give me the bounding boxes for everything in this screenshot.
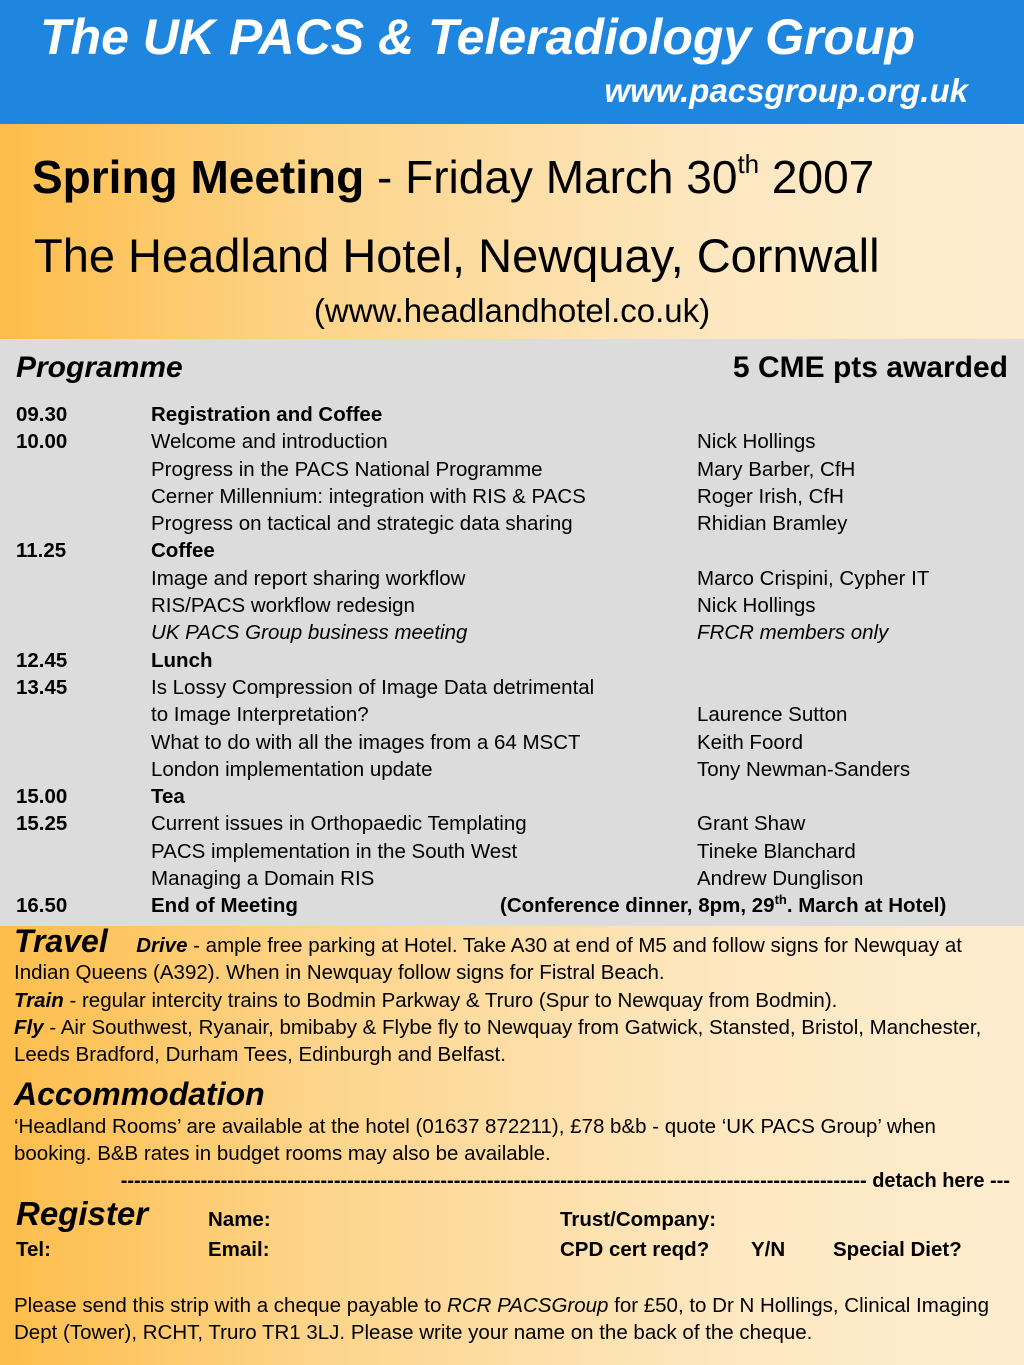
payment-text-start: Please send this strip with a cheque payable to [14,1294,448,1317]
row-topic: Image and report sharing workflow [151,566,466,590]
row-speaker: Roger Irish, CfH [697,484,844,508]
programme-row [0,838,1024,865]
cpd-yn-option[interactable]: Y/N [751,1238,786,1261]
programme-row [0,674,1024,701]
row-topic: Coffee [151,539,215,563]
train-label: Train [14,988,64,1012]
row-time: 16.50 [16,894,68,918]
row-topic: UK PACS Group business meeting [151,621,468,645]
diet-field[interactable]: Special Diet? [833,1238,962,1261]
row-time: 12.45 [16,648,68,672]
detach-line: ---------------------------------------------------------------------------------------------------------------- detach here --- [120,1170,1010,1192]
row-speaker: Tony Newman-Sanders [697,757,911,781]
meeting-title [32,150,874,204]
row-topic: Lunch [151,648,213,672]
programme-row [0,810,1024,837]
group-url[interactable]: www.pacsgroup.org.uk [604,72,968,109]
row-speaker: Grant Shaw [697,812,806,836]
programme-row [0,701,1024,728]
venue: The Headland Hotel, Newquay, Cornwall [34,229,880,282]
row-topic: Progress on tactical and strategic data sharing [151,512,573,536]
train-text: - regular intercity trains to Bodmin Parkway & Truro (Spur to Newquay from Bodmin). [63,988,838,1012]
payment-payee: RCR PACSGroup [447,1294,609,1317]
accommodation-heading: Accommodation [14,1076,265,1112]
programme-section [0,339,1024,926]
programme-row [0,592,1024,619]
row-topic: PACS implementation in the South West [151,839,518,863]
trust-field[interactable]: Trust/Company: [560,1208,717,1231]
row-time: 15.00 [16,785,68,809]
programme-row [0,428,1024,455]
row-speaker: Tineke Blanchard [697,839,856,863]
programme-row [0,619,1024,646]
row-topic: RIS/PACS workflow redesign [151,594,415,618]
payment-instructions [14,1292,1014,1347]
payment-text-end: for £50, to Dr N Hollings, Clinical Imaging Dept (Tower), RCHT, Truro TR1 3LJ. Please write your name on the back of the cheque. [14,1294,989,1345]
row-topic: End of Meeting [151,894,298,918]
row-speaker: Keith Foord [697,730,803,754]
row-speaker: Nick Hollings [697,430,816,454]
programme-row-end [0,892,1024,919]
programme-row [0,510,1024,537]
row-speaker: FRCR members only [697,621,889,645]
programme-row [0,865,1024,892]
row-topic: to Image Interpretation? [151,703,369,727]
meeting-name: Spring Meeting [32,151,365,203]
programme-row [0,729,1024,756]
programme-row [0,565,1024,592]
travel-heading: Travel [14,923,108,959]
row-speaker: Rhidian Bramley [697,512,848,536]
row-time: 10.00 [16,430,68,454]
row-topic: Welcome and introduction [151,430,388,454]
programme-row [0,483,1024,510]
fly-text: - Air Southwest, Ryanair, bmibaby & Flybe fly to Newquay from Gatwick, Stansted, Bristol, Manchester, Leeds Bradford, Durham Tees, Edinburgh and Belfast. [14,1015,982,1067]
row-topic: Current issues in Orthopaedic Templating [151,812,527,836]
dinner-note [500,892,946,919]
row-time: 09.30 [16,403,68,426]
programme-row [0,647,1024,674]
programme-title: Programme [16,351,183,384]
programme-rows [0,401,1024,920]
dinner-note-suffix: th [774,892,787,908]
row-speaker: Nick Hollings [697,594,816,618]
row-topic: Progress in the PACS National Programme [151,457,543,481]
name-field[interactable]: Name: [208,1208,271,1231]
register-heading: Register [16,1195,149,1232]
dinner-note-start: (Conference dinner, 8pm, 29 [500,894,775,918]
programme-row [0,537,1024,564]
email-field[interactable]: Email: [208,1238,270,1261]
drive-label: Drive [136,934,188,957]
accommodation-text: ‘Headland Rooms’ are available at the hotel (01637 872211), £78 b&b - quote ‘UK PACS Group’ when booking. B&B rates in budget rooms may also be available. [14,1115,936,1166]
cpd-field[interactable]: CPD cert reqd? [560,1238,710,1261]
row-topic: Registration and Coffee [151,403,383,426]
row-topic: Cerner Millennium: integration with RIS & PACS [151,484,586,508]
row-time: 11.25 [16,539,67,563]
row-topic: Tea [151,785,185,809]
row-speaker: Laurence Sutton [697,703,848,727]
meeting-date-suffix: th [737,149,760,179]
row-speaker: Andrew Dunglison [697,867,864,891]
row-speaker: Mary Barber, CfH [697,457,856,481]
dinner-note-end: . March at Hotel) [786,894,947,918]
programme-row [0,756,1024,783]
programme-row [0,401,1024,428]
meeting-date: - Friday March 30 [377,151,738,203]
row-speaker: Marco Crispini, Cypher IT [697,566,930,590]
row-topic: Is Lossy Compression of Image Data detrimental [151,675,595,699]
travel-section [14,923,1014,1068]
group-title: The UK PACS & Teleradiology Group [40,9,916,65]
row-topic: London implementation update [151,757,433,781]
drive-text: - ample free parking at Hotel. Take A30 at end of M5 and follow signs for Newquay at Indian Queens (A392). When in Newquay follow signs for Fistral Beach. [14,934,962,985]
accommodation-section [14,1075,1014,1168]
programme-row [0,456,1024,483]
tel-field[interactable]: Tel: [16,1238,51,1261]
header-banner [0,0,1024,124]
row-topic: Managing a Domain RIS [151,867,375,891]
cme-points: 5 CME pts awarded [732,351,1008,384]
row-topic: What to do with all the images from a 64 MSCT [151,730,581,754]
meeting-year: 2007 [771,151,875,203]
row-time: 13.45 [16,675,68,699]
programme-row [0,783,1024,810]
venue-url[interactable]: (www.headlandhotel.co.uk) [313,292,711,329]
row-time: 15.25 [16,812,68,836]
fly-label: Fly [14,1015,44,1039]
